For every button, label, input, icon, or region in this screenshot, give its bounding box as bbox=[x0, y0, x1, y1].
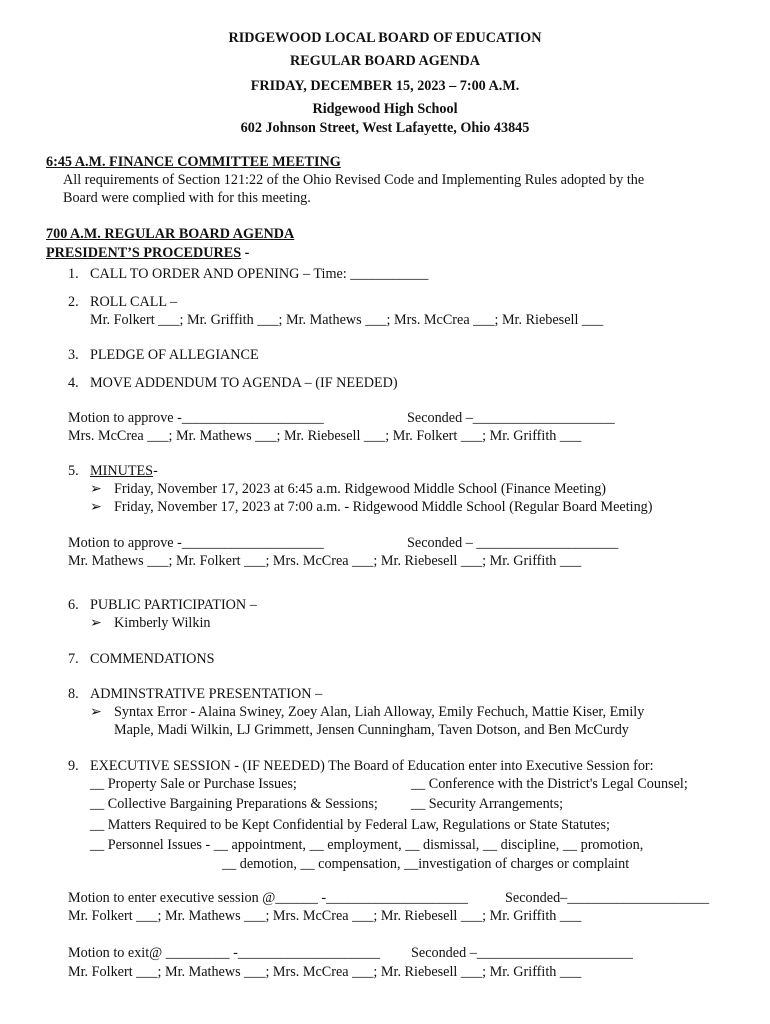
meeting-date: FRIDAY, DECEMBER 15, 2023 – 7:00 A.M. bbox=[250, 78, 520, 94]
arrow-bullet-icon: ➢ bbox=[90, 615, 102, 631]
seconded-minutes: Seconded – ____________________ bbox=[407, 535, 619, 551]
finance-text-line2: Board were complied with for this meeting. bbox=[63, 190, 311, 206]
agenda-item-6 bbox=[68, 597, 257, 614]
finance-heading: 6:45 A.M. FINANCE COMMITTEE MEETING bbox=[46, 154, 341, 170]
agenda-item-1 bbox=[68, 266, 428, 283]
item-text: MOVE ADDENDUM TO AGENDA – (IF NEEDED) bbox=[90, 375, 398, 391]
presentation-bullet-1-cont: Maple, Madi Wilkin, LJ Grimmett, Jensen Cunningham, Taven Dotson, and Ben McCurdy bbox=[114, 722, 629, 738]
item-number: 8. bbox=[68, 686, 79, 702]
agenda-title: REGULAR BOARD AGENDA bbox=[290, 53, 480, 69]
meeting-location: Ridgewood High School bbox=[312, 101, 458, 117]
vote-line-minutes: Mr. Mathews ___; Mr. Folkert ___; Mrs. McCrea ___; Mr. Riebesell ___; Mr. Griffith ___ bbox=[68, 553, 582, 569]
item-number: 6. bbox=[68, 597, 79, 613]
vote-line-exit-exec: Mr. Folkert ___; Mr. Mathews ___; Mrs. McCrea ___; Mr. Riebesell ___; Mr. Griffith ___ bbox=[68, 964, 582, 980]
item-number: 1. bbox=[68, 266, 79, 282]
roll-call-names: Mr. Folkert ___; Mr. Griffith ___; Mr. Mathews ___; Mrs. McCrea ___; Mr. Riebesell ___ bbox=[90, 312, 604, 328]
exec-option-property: __ Property Sale or Purchase Issues; bbox=[90, 776, 297, 792]
minutes-bullet-1 bbox=[90, 481, 606, 498]
presidents-procedures-suffix: - bbox=[241, 245, 250, 261]
seconded-enter-exec: Seconded–____________________ bbox=[505, 890, 710, 906]
presentation-bullet-1 bbox=[90, 704, 644, 721]
finance-text-line1: All requirements of Section 121:22 of the Ohio Revised Code and Implementing Rules adopted by the bbox=[63, 172, 645, 188]
agenda-item-5 bbox=[68, 463, 158, 480]
motion-approve-minutes: Motion to approve -____________________ bbox=[68, 535, 324, 551]
motion-exit-exec-session: Motion to exit@ _________ -____________________ bbox=[68, 945, 380, 961]
item-number: 7. bbox=[68, 651, 79, 667]
item-text: MINUTES bbox=[90, 463, 154, 479]
item-number: 5. bbox=[68, 463, 79, 479]
motion-approve-addendum: Motion to approve -____________________ bbox=[68, 410, 324, 426]
item-number: 4. bbox=[68, 375, 79, 391]
item-text: COMMENDATIONS bbox=[90, 651, 215, 667]
agenda-item-3 bbox=[68, 347, 259, 364]
item-text: ADMINSTRATIVE PRESENTATION – bbox=[90, 686, 323, 702]
motion-enter-exec-session: Motion to enter executive session @______ -____________________ bbox=[68, 890, 469, 906]
agenda-item-9 bbox=[68, 758, 654, 775]
item-text: ROLL CALL – bbox=[90, 294, 178, 310]
item-suffix: - bbox=[153, 463, 158, 479]
item-text: PUBLIC PARTICIPATION – bbox=[90, 597, 257, 613]
item-number: 9. bbox=[68, 758, 79, 774]
bullet-text: Friday, November 17, 2023 at 6:45 a.m. Ridgewood Middle School (Finance Meeting) bbox=[114, 481, 607, 497]
arrow-bullet-icon: ➢ bbox=[90, 481, 102, 497]
agenda-item-8 bbox=[68, 686, 322, 703]
item-number: 2. bbox=[68, 294, 79, 310]
presidents-procedures-label: PRESIDENT’S PROCEDURES bbox=[46, 245, 242, 261]
exec-option-personnel-cont: __ demotion, __ compensation, __investigation of charges or complaint bbox=[222, 856, 630, 872]
participation-bullet-1 bbox=[90, 615, 211, 632]
item-text: EXECUTIVE SESSION - (IF NEEDED) The Board of Education enter into Executive Session for: bbox=[90, 758, 654, 774]
vote-line-addendum: Mrs. McCrea ___; Mr. Mathews ___; Mr. Riebesell ___; Mr. Folkert ___; Mr. Griffith ___ bbox=[68, 428, 582, 444]
minutes-bullet-2 bbox=[90, 499, 653, 516]
regular-agenda-heading: 700 A.M. REGULAR BOARD AGENDA bbox=[46, 226, 295, 242]
vote-line-enter-exec: Mr. Folkert ___; Mr. Mathews ___; Mrs. McCrea ___; Mr. Riebesell ___; Mr. Griffith ___ bbox=[68, 908, 582, 924]
bullet-text: Kimberly Wilkin bbox=[114, 615, 211, 631]
seconded-exit-exec: Seconded –______________________ bbox=[411, 945, 633, 961]
arrow-bullet-icon: ➢ bbox=[90, 704, 102, 720]
bullet-text: Friday, November 17, 2023 at 7:00 a.m. - Ridgewood Middle School (Regular Board Meeting) bbox=[114, 499, 653, 515]
item-number: 3. bbox=[68, 347, 79, 363]
agenda-item-7 bbox=[68, 651, 215, 668]
item-text: PLEDGE OF ALLEGIANCE bbox=[90, 347, 259, 363]
exec-option-security: __ Security Arrangements; bbox=[411, 796, 564, 812]
exec-option-confidential: __ Matters Required to be Kept Confidential by Federal Law, Regulations or State Statutes; bbox=[90, 817, 610, 833]
exec-option-personnel: __ Personnel Issues - __ appointment, __ employment, __ dismissal, __ discipline, __ promotion, bbox=[90, 837, 644, 853]
agenda-item-2 bbox=[68, 294, 177, 311]
meeting-address: 602 Johnson Street, West Lafayette, Ohio 43845 bbox=[240, 120, 530, 136]
arrow-bullet-icon: ➢ bbox=[90, 499, 102, 515]
presidents-procedures-heading bbox=[46, 245, 249, 262]
bullet-text: Syntax Error - Alaina Swiney, Zoey Alan, Liah Alloway, Emily Fechuch, Mattie Kiser, Emily bbox=[114, 704, 645, 720]
exec-option-legal: __ Conference with the District's Legal Counsel; bbox=[411, 776, 688, 792]
item-text: CALL TO ORDER AND OPENING – Time: ___________ bbox=[90, 266, 429, 282]
seconded-addendum: Seconded –____________________ bbox=[407, 410, 615, 426]
board-title: RIDGEWOOD LOCAL BOARD OF EDUCATION bbox=[228, 30, 542, 46]
agenda-item-4 bbox=[68, 375, 398, 392]
exec-option-bargaining: __ Collective Bargaining Preparations & Sessions; bbox=[90, 796, 378, 812]
